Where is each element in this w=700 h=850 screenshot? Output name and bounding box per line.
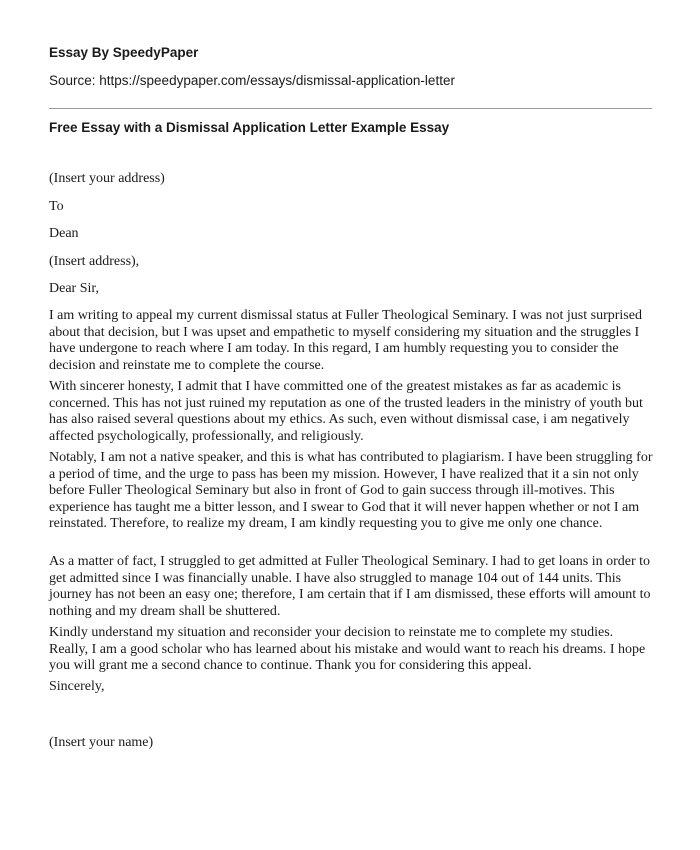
closing: Sincerely, (49, 679, 105, 694)
signature-placeholder: (Insert your name) (49, 735, 154, 750)
letter-paragraph: I am writing to appeal my current dismissal status at Fuller Theological Seminary. I was not just surprised about that decision, but I was upset and empathetic to myself considering my situation and the struggles I have undergone to reach where I am today. In this regard, I am humbly requesting you to consider the decision and reinstate me to complete the course. (49, 308, 642, 373)
document-source-line: Source: https://speedypaper.com/essays/dismissal-application-letter (49, 73, 455, 88)
header-divider (49, 108, 652, 109)
to-line: To (49, 199, 64, 214)
document-header-title: Essay By SpeedyPaper (49, 45, 199, 60)
salutation: Dear Sir, (49, 281, 99, 296)
sender-address: (Insert your address) (49, 171, 165, 186)
recipient-name: Dean (49, 226, 79, 241)
letter-paragraph: With sincerer honesty, I admit that I have committed one of the greatest mistakes as far as academic is concerned. This has not just ruined my reputation as one of the trusted leaders in the ministry of youth but has also raised several questions about my ethics. As such, even without dismissal case, i am negatively affected psychologically, professionally, and religiously. (49, 379, 643, 444)
letter-paragraph: Kindly understand my situation and reconsider your decision to reinstate me to complete my studies. Really, I am a good scholar who has learned about his mistake and would want to reach his dreams. I hope you will grant me a second chance to continue. Thank you for considering this appeal. (49, 625, 646, 673)
essay-title: Free Essay with a Dismissal Application Letter Example Essay (49, 120, 450, 135)
letter-paragraph: As a matter of fact, I struggled to get admitted at Fuller Theological Seminary. I had to get loans in order to get admitted since I was financially unable. I have also struggled to manage 104 out of 144 units. This journey has not been an easy one; therefore, I am certain that if I am dismissed, these efforts will amount to nothing and my dream shall be shuttered. (49, 554, 651, 619)
letter-paragraph: Notably, I am not a native speaker, and this is what has contributed to plagiarism. I have been struggling for a period of time, and the urge to pass has been my mission. However, I have realized that it a sin not only before Fuller Theological Seminary but also in front of God to gain success through ill-motives. This experience has taught me a bitter lesson, and I swear to God that it will never happen whether or not I am reinstated. Therefore, to realize my dream, I am kindly requesting you to give me only one chance. (49, 450, 653, 531)
recipient-address: (Insert address), (49, 254, 140, 269)
